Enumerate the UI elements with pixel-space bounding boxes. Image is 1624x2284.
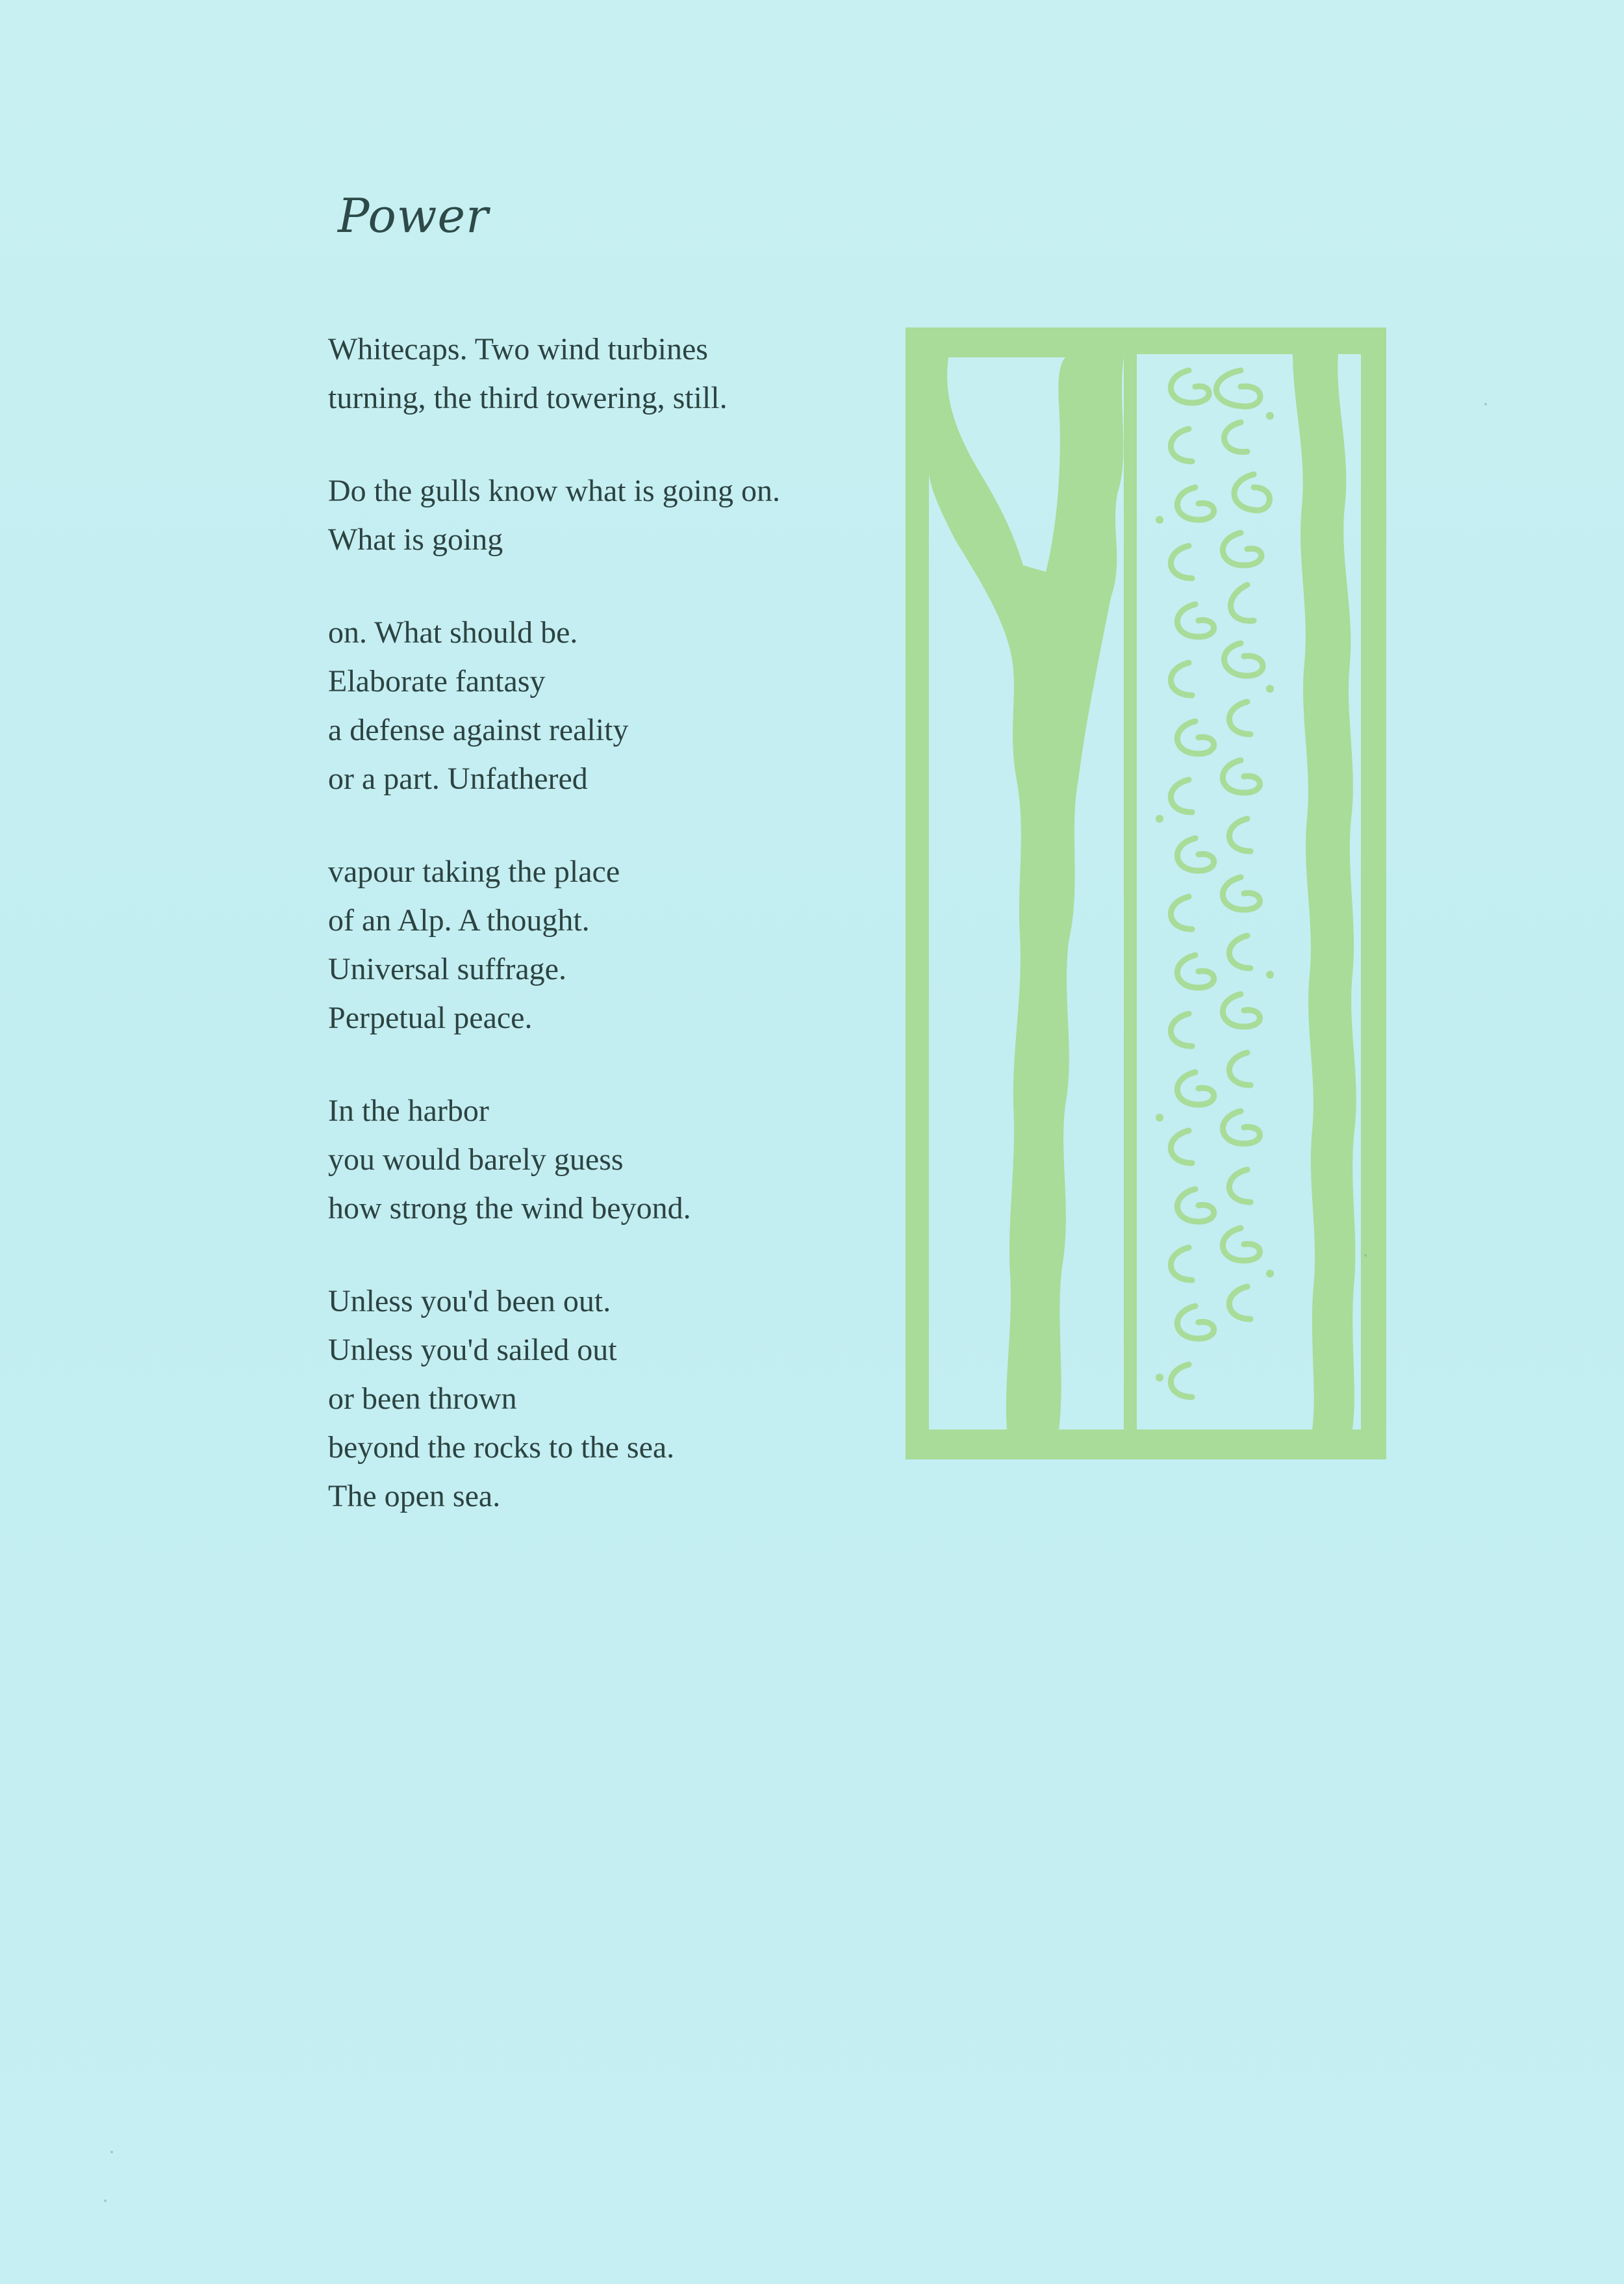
poem-line: Unless you'd been out. <box>328 1284 611 1318</box>
poem-line: Universal suffrage. <box>328 952 566 986</box>
paper-speck <box>1484 403 1487 405</box>
paper-speck <box>1364 1254 1367 1257</box>
poem-title: Power <box>338 188 489 243</box>
poem-line: Do the gulls know what is going on. <box>328 474 780 508</box>
poem-stanza <box>328 467 913 564</box>
poem-line: Unless you'd sailed out <box>328 1333 617 1367</box>
poem-stanza <box>328 325 913 422</box>
poem-line: how strong the wind beyond. <box>328 1191 691 1225</box>
poem-line: on. What should be. <box>328 615 578 650</box>
poem-body <box>328 325 913 1565</box>
poem-line: Perpetual peace. <box>328 1001 533 1035</box>
paper-speck <box>104 2200 107 2202</box>
poem-stanza <box>328 847 913 1042</box>
poem-line: of an Alp. A thought. <box>328 903 590 938</box>
poem-line: turning, the third towering, still. <box>328 381 728 415</box>
linocut-print <box>903 325 1390 1462</box>
poem-stanza <box>328 1086 913 1233</box>
poem-line: Whitecaps. Two wind turbines <box>328 332 708 366</box>
poem-line: or a part. Unfathered <box>328 762 588 796</box>
poem-line: vapour taking the place <box>328 854 620 889</box>
poem-stanza <box>328 608 913 803</box>
poem-line: or been thrown <box>328 1381 517 1416</box>
poem-line: a defense against reality <box>328 713 629 747</box>
poem-line: In the harbor <box>328 1094 489 1128</box>
poem-line: Elaborate fantasy <box>328 664 546 699</box>
poem-line: you would barely guess <box>328 1142 624 1177</box>
linocut-illustration <box>903 325 1390 1462</box>
poem-line: What is going <box>328 522 503 557</box>
poem-stanza <box>328 1277 913 1521</box>
poem-line: beyond the rocks to the sea. <box>328 1430 675 1465</box>
poem-line: The open sea. <box>328 1479 501 1513</box>
paper-speck <box>110 2151 113 2153</box>
